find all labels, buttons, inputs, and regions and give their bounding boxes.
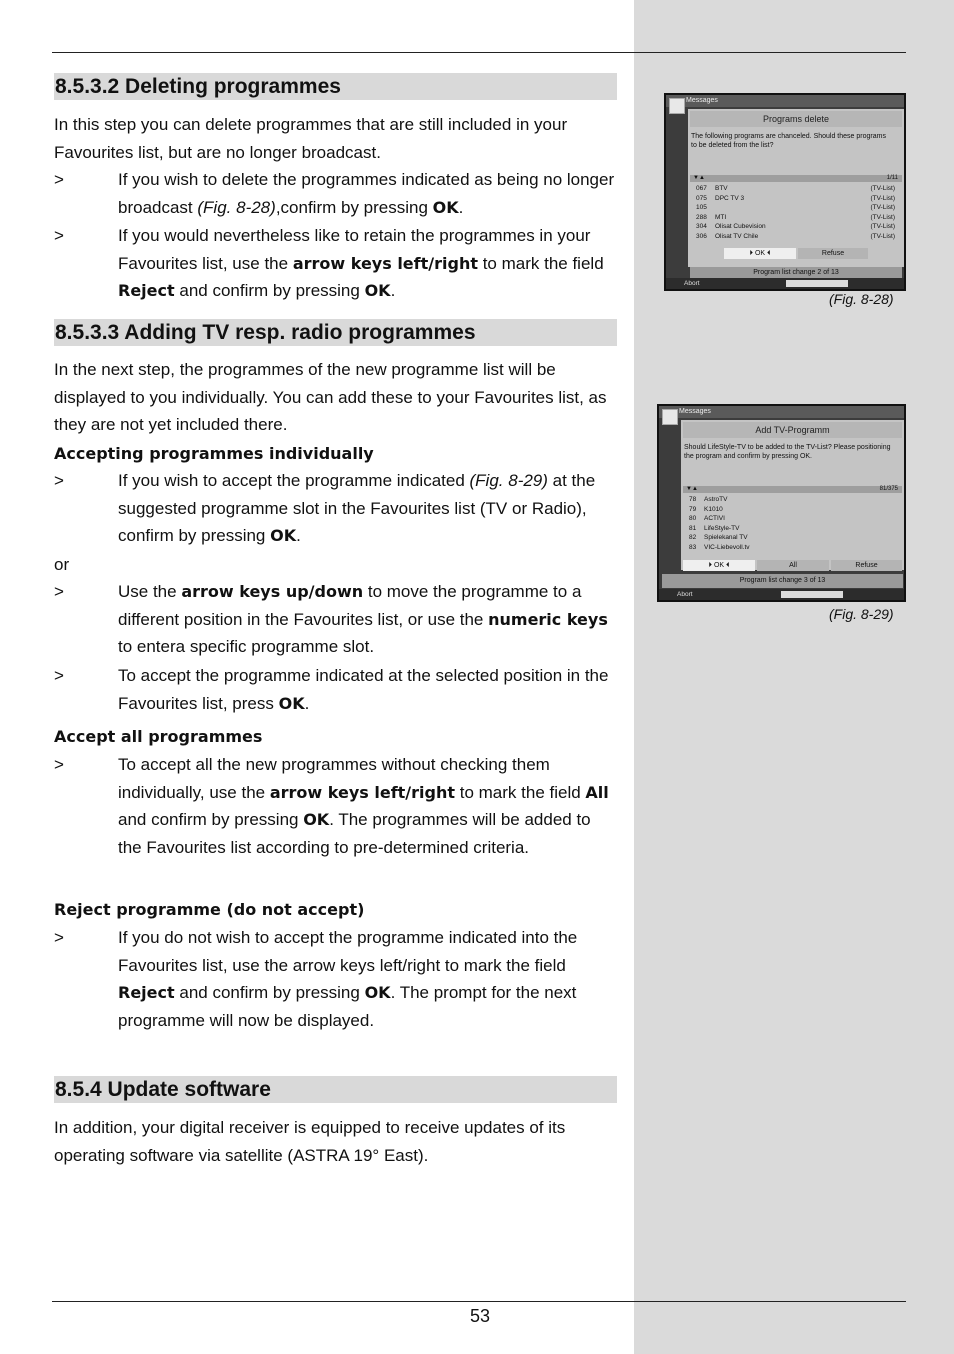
key-numeric: numeric keys xyxy=(488,609,608,629)
key-ok: OK xyxy=(364,281,391,301)
programme-number: 288 xyxy=(696,213,707,221)
status-bar: Program list change 3 of 13 xyxy=(662,574,903,588)
programme-name: DPC TV 3 xyxy=(715,194,745,202)
programme-list-type: (TV-List) xyxy=(870,204,895,212)
page-number: 53 xyxy=(469,1306,491,1326)
key-ok: OK xyxy=(278,693,305,713)
list-counter: 81/375 xyxy=(879,486,898,492)
or-text: or xyxy=(54,555,70,574)
ok-button[interactable]: ⏵ OK ⏴ xyxy=(683,560,755,571)
programme-name: Olisat TV Chile xyxy=(715,233,759,240)
field-reject: Reject xyxy=(118,281,175,301)
programme-number: 304 xyxy=(696,223,707,231)
key-arrow-left-right: arrow keys left/right xyxy=(269,782,456,802)
adding-step-5: > If you do not wish to accept the programme indicated into the Favourites list, use the arrow keys left/right to mark the field Reject and confirm by pressing OK. The prompt for the next programme will now be displayed. xyxy=(54,924,616,1035)
programme-name: K1010 xyxy=(704,505,723,513)
adding-intro: In the next step, the programmes of the new programme list will be displayed to you individually. You can add these to your Favourites list, as they are not yet included there. xyxy=(54,360,607,435)
field-all: All xyxy=(585,782,609,802)
folder-icon xyxy=(662,409,678,425)
key-ok: OK xyxy=(270,526,297,546)
sort-arrows-icon: ▼▲ xyxy=(693,175,705,181)
list-header xyxy=(683,486,902,493)
footer-bar xyxy=(659,589,904,600)
programme-list-type: (TV-List) xyxy=(870,233,895,240)
window-title-bar: Messages xyxy=(666,95,904,107)
fig-8-28-caption: (Fig. 8-28) xyxy=(829,291,894,307)
adding-step-2: > Use the arrow keys up/down to move the programme to a different position in the Favourites list, or use the numeric keys to entera specific programme slot. xyxy=(54,578,616,661)
update-intro: In addition, your digital receiver is equipped to receive updates of its operating software via satellite (ASTRA 19° East). xyxy=(54,1118,566,1165)
dialog-message: The following programs are chanceled. Should these programs to be deleted from the list? xyxy=(691,133,886,149)
bullet-marker: > xyxy=(54,928,64,947)
key-ok: OK xyxy=(364,983,391,1003)
bullet-marker: > xyxy=(54,471,64,490)
footer-bar xyxy=(666,278,904,289)
arrow-right-icon: ⏵ xyxy=(708,562,712,569)
bullet-marker: > xyxy=(54,226,64,245)
adding-step-3: > To accept the programme indicated at the selected position in the Favourites list, press OK. xyxy=(54,662,616,717)
fig-8-29-screenshot xyxy=(657,404,906,602)
bullet-marker: > xyxy=(54,755,64,774)
programme-name: AstroTV xyxy=(704,496,728,503)
bottom-rule xyxy=(52,1301,906,1302)
adding-step-1: > If you wish to accept the programme indicated (Fig. 8-29) at the suggested programme slot in the Favourites list (TV or Radio), confirm by pressing OK. xyxy=(54,467,616,550)
top-rule xyxy=(52,52,906,53)
programme-number: 81 xyxy=(689,524,697,532)
dialog-title: Add TV-Programm xyxy=(683,422,902,438)
subheading-accept-all: Accept all programmes xyxy=(54,727,263,746)
fig-reference: (Fig. 8-28) xyxy=(197,197,276,217)
field-reject: Reject xyxy=(118,983,175,1003)
refuse-button[interactable]: Refuse xyxy=(798,248,868,259)
footer-button xyxy=(781,591,843,598)
programme-number: 78 xyxy=(689,496,697,503)
programme-list-type: (TV-List) xyxy=(870,223,895,231)
arrow-left-icon: ⏴ xyxy=(726,562,730,569)
abort-label[interactable]: Abort xyxy=(684,280,700,287)
programme-name: Olisat Cubevision xyxy=(715,223,766,231)
deleting-step-2: > If you would nevertheless like to retain the programmes in your Favourites list, use the arrow keys left/right to mark the field Reject and confirm by pressing OK. xyxy=(54,222,616,305)
bullet-marker: > xyxy=(54,666,64,685)
deleting-intro: In this step you can delete programmes that are still included in your Favourites list, but are no longer broadcast. xyxy=(54,115,568,162)
programme-name: BTV xyxy=(715,185,728,192)
programme-number: 79 xyxy=(689,505,697,513)
all-button[interactable]: All xyxy=(757,560,829,571)
subheading-reject: Reject programme (do not accept) xyxy=(54,900,365,919)
dialog-panel xyxy=(681,420,904,570)
programme-name: ACTIVI xyxy=(704,515,725,523)
programme-name: VIC-Liebevoll.tv xyxy=(704,544,750,551)
programme-number: 067 xyxy=(696,185,707,192)
bullet-marker: > xyxy=(54,170,64,189)
programme-number: 80 xyxy=(689,515,697,523)
fig-8-29-caption: (Fig. 8-29) xyxy=(829,606,894,622)
list-header xyxy=(690,175,902,182)
abort-label[interactable]: Abort xyxy=(677,591,693,598)
heading-deleting-programmes: 8.5.3.2 Deleting programmes xyxy=(54,73,617,100)
deleting-step-1: > If you wish to delete the programmes indicated as being no longer broadcast (Fig. 8-28),confirm by pressing OK. xyxy=(54,166,616,221)
fig-reference: (Fig. 8-29) xyxy=(469,471,548,490)
programme-name: LifeStyle-TV xyxy=(704,524,740,532)
programme-list-type: (TV-List) xyxy=(870,213,895,221)
heading-adding-programmes: 8.5.3.3 Adding TV resp. radio programmes xyxy=(54,319,617,346)
refuse-button[interactable]: Refuse xyxy=(831,560,902,571)
footer-button xyxy=(786,280,848,287)
arrow-right-icon: ⏵ xyxy=(749,250,753,257)
status-bar: Program list change 2 of 13 xyxy=(690,267,902,278)
programme-list-type: (TV-List) xyxy=(870,194,895,202)
arrow-left-icon: ⏴ xyxy=(767,250,771,257)
programme-number: 105 xyxy=(696,204,707,212)
key-ok: OK xyxy=(303,810,330,830)
adding-step-4: > To accept all the new programmes without checking them individually, use the arrow keys left/right to mark the field All and confirm by pressing OK. The programmes will be added to the Favourites list according to pre-determined criteria. xyxy=(54,751,616,862)
window-title-bar: Messages xyxy=(659,406,904,418)
bullet-marker: > xyxy=(54,582,64,601)
heading-update-software: 8.5.4 Update software xyxy=(54,1076,617,1103)
fig-8-28-screenshot xyxy=(664,93,906,291)
list-counter: 1/11 xyxy=(886,175,898,181)
programme-number: 83 xyxy=(689,544,697,551)
programme-list-type: (TV-List) xyxy=(870,185,895,192)
folder-icon xyxy=(669,98,685,114)
key-arrow-up-down: arrow keys up/down xyxy=(181,582,364,601)
key-ok: OK xyxy=(432,197,459,217)
programme-name: MTI xyxy=(715,213,727,221)
dialog-panel xyxy=(688,109,904,267)
dialog-title: Programs delete xyxy=(690,111,902,127)
dialog-message: Should LifeStyle-TV to be added to the TV-List? Please positioning the program and confirm by pressing OK. xyxy=(684,444,891,460)
ok-button[interactable]: ⏵ OK ⏴ xyxy=(724,248,796,259)
programme-number: 306 xyxy=(696,233,707,240)
sort-arrows-icon: ▼▲ xyxy=(686,486,698,492)
key-arrow-left-right: arrow keys left/right xyxy=(292,253,478,273)
programme-number: 075 xyxy=(696,194,707,202)
subheading-accept-individually: Accepting programmes individually xyxy=(54,444,374,463)
programme-name: Spielekanal TV xyxy=(704,534,748,542)
programme-number: 82 xyxy=(689,534,697,542)
